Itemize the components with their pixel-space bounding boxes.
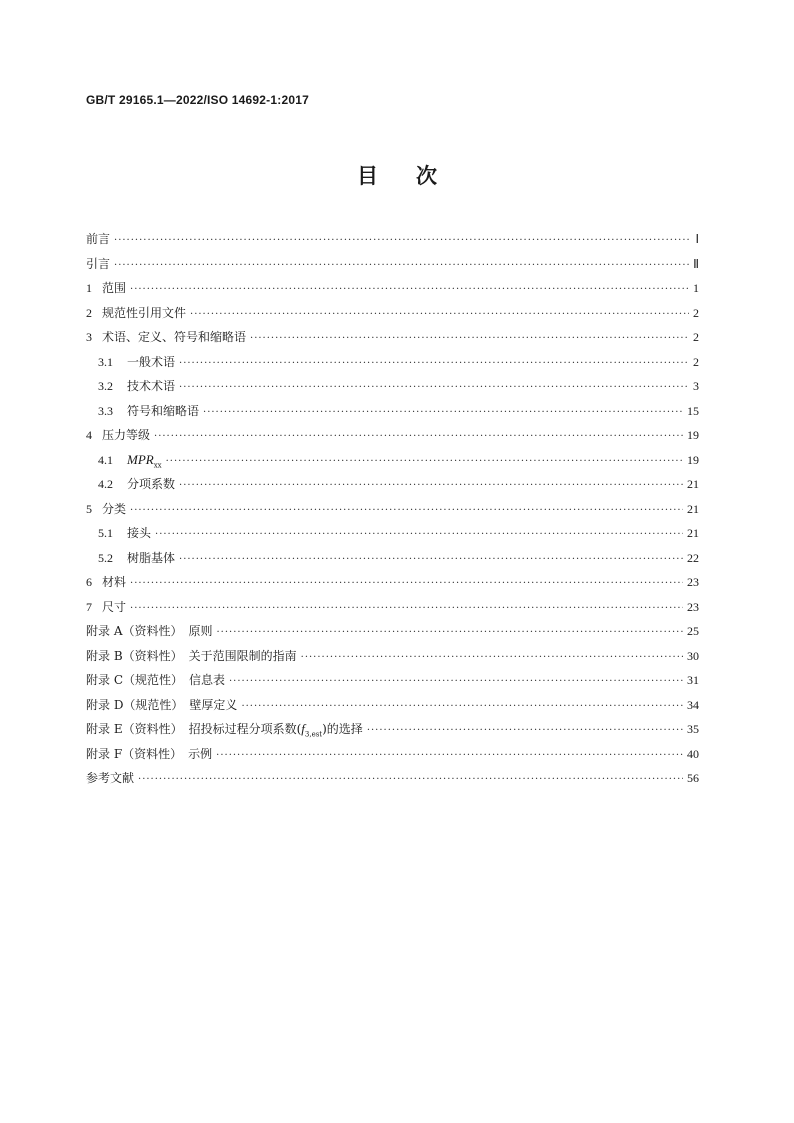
toc-entry[interactable] <box>86 472 699 497</box>
toc-entry-page: 2 <box>693 354 699 369</box>
toc-entry[interactable] <box>86 766 699 791</box>
standard-code: GB/T 29165.1—2022/ISO 14692-1:2017 <box>86 93 309 107</box>
toc-entry[interactable] <box>86 546 699 571</box>
dot-leader <box>367 719 683 744</box>
toc-entry[interactable] <box>86 325 699 350</box>
toc-entry-number: 1 <box>86 281 92 295</box>
toc-entry-label: 接头 <box>127 526 152 540</box>
toc-entry-page: 15 <box>687 403 699 418</box>
toc-entry-page: 22 <box>687 550 699 565</box>
dot-leader <box>216 744 683 769</box>
toc-entry[interactable] <box>86 497 699 522</box>
toc-entry-number: 3.1 <box>98 354 113 369</box>
dot-leader <box>155 523 683 548</box>
dot-leader <box>229 670 683 695</box>
toc-entry-label: 技术术语 <box>127 379 176 393</box>
dot-leader <box>241 695 683 720</box>
dot-leader <box>216 621 683 646</box>
toc-entry-page: 2 <box>693 305 699 320</box>
toc-entry[interactable] <box>86 742 699 767</box>
toc-entry[interactable] <box>86 448 699 473</box>
toc-entry[interactable] <box>86 350 699 375</box>
toc-entry-label: 尺寸 <box>102 599 127 614</box>
dot-leader <box>130 597 683 622</box>
toc-entry[interactable] <box>86 717 699 742</box>
toc-entry-label: 附录 A（资料性） 原则 <box>86 624 213 638</box>
dot-leader <box>166 450 683 475</box>
dot-leader <box>130 278 689 303</box>
toc-entry[interactable] <box>86 619 699 644</box>
toc-entry-label: 材料 <box>102 575 127 589</box>
dot-leader <box>179 376 689 401</box>
toc-entry-page: 21 <box>687 526 699 540</box>
toc-entry-label: 术语、定义、符号和缩略语 <box>102 330 247 344</box>
toc-entry-number: 3.3 <box>98 403 113 418</box>
dot-leader <box>114 254 689 279</box>
toc-entry-label: 附录 C（规范性） 信息表 <box>86 673 225 687</box>
toc-entry-number: 3.2 <box>98 379 113 393</box>
dot-leader <box>203 401 683 426</box>
toc-entry-page: 19 <box>687 452 699 467</box>
toc-entry[interactable] <box>86 399 699 424</box>
toc-entry[interactable] <box>86 423 699 448</box>
toc-entry-page: 1 <box>693 281 699 295</box>
toc-entry-number: 5.2 <box>98 550 113 565</box>
toc-entry-page: Ⅰ <box>695 232 699 246</box>
toc-entry[interactable] <box>86 374 699 399</box>
toc-entry[interactable] <box>86 644 699 669</box>
toc-entry-page: 40 <box>687 746 699 761</box>
toc-entry-number: 5 <box>86 501 92 516</box>
toc-entry[interactable] <box>86 668 699 693</box>
toc-entry-label: 范围 <box>102 281 127 295</box>
dot-leader <box>138 768 683 793</box>
toc-entry[interactable] <box>86 276 699 301</box>
dot-leader <box>130 572 683 597</box>
toc-entry-label: 引言 <box>86 256 111 271</box>
toc-entry-number: 7 <box>86 599 92 614</box>
toc-entry-page: 35 <box>687 722 699 736</box>
toc-entry-label: 附录 B（资料性） 关于范围限制的指南 <box>86 648 297 663</box>
toc-entry-label-subscript: 3,est <box>304 730 323 739</box>
dot-leader <box>154 425 683 450</box>
dot-leader <box>130 499 683 524</box>
toc-entry-label-symbol: f <box>301 721 305 736</box>
toc-entry-number: 4.2 <box>98 477 113 491</box>
dot-leader <box>190 303 689 328</box>
toc-entry-page: 3 <box>693 379 699 393</box>
toc-entry-label-text: 附录 E（资料性） 招投标过程分项系数( <box>86 722 302 736</box>
toc-entry-label: 一般术语 <box>127 354 176 369</box>
table-of-contents <box>86 227 699 791</box>
toc-entry-label: 符号和缩略语 <box>127 403 200 418</box>
toc-entry[interactable] <box>86 252 699 277</box>
toc-entry-page: 56 <box>687 771 699 785</box>
toc-entry-page: 21 <box>687 501 699 516</box>
toc-entry[interactable] <box>86 301 699 326</box>
toc-entry-page: 31 <box>687 673 699 687</box>
toc-entry-number: 5.1 <box>98 526 113 540</box>
toc-entry-page: 19 <box>687 428 699 442</box>
toc-entry-label: 分项系数 <box>127 477 176 491</box>
toc-entry-label: 附录 F（资料性） 示例 <box>86 746 213 761</box>
toc-entry-label: 参考文献 <box>86 771 135 785</box>
dot-leader <box>301 646 683 671</box>
toc-entry-label-tail: )的选择 <box>322 722 363 736</box>
toc-entry[interactable] <box>86 693 699 718</box>
toc-entry[interactable] <box>86 570 699 595</box>
dot-leader <box>179 548 683 573</box>
toc-entry-page: 21 <box>687 477 699 491</box>
toc-entry-page: 23 <box>687 599 699 614</box>
toc-entry-label: 前言 <box>86 232 111 246</box>
toc-entry-label-symbol: MPR <box>127 451 154 467</box>
page-title <box>0 160 794 190</box>
toc-entry-page: 34 <box>687 697 699 712</box>
toc-entry-page: 30 <box>687 648 699 663</box>
toc-entry[interactable] <box>86 521 699 546</box>
toc-entry-number: 3 <box>86 330 92 344</box>
dot-leader <box>179 474 683 499</box>
toc-entry-label: 分类 <box>102 501 127 516</box>
dot-leader <box>250 327 689 352</box>
toc-entry-page: 2 <box>693 330 699 344</box>
toc-entry-label: 规范性引用文件 <box>102 305 187 320</box>
toc-entry-page: 25 <box>687 624 699 638</box>
toc-entry-number: 6 <box>86 575 92 589</box>
dot-leader <box>114 229 691 254</box>
toc-entry-label-subscript: xx <box>153 460 162 469</box>
title-part-2: 次 <box>416 164 437 188</box>
toc-entry-page: Ⅱ <box>693 256 699 271</box>
toc-entry-label: 附录 D（规范性） 壁厚定义 <box>86 697 238 712</box>
toc-entry-number: 2 <box>86 305 92 320</box>
toc-entry[interactable] <box>86 595 699 620</box>
toc-entry-number: 4.1 <box>98 452 113 467</box>
toc-entry-page: 23 <box>687 575 699 589</box>
toc-entry[interactable] <box>86 227 699 252</box>
toc-entry-label: 压力等级 <box>102 428 151 442</box>
title-part-1: 目 <box>357 164 378 188</box>
toc-entry-label: 树脂基体 <box>127 550 176 565</box>
dot-leader <box>179 352 689 377</box>
toc-entry-number: 4 <box>86 428 92 442</box>
